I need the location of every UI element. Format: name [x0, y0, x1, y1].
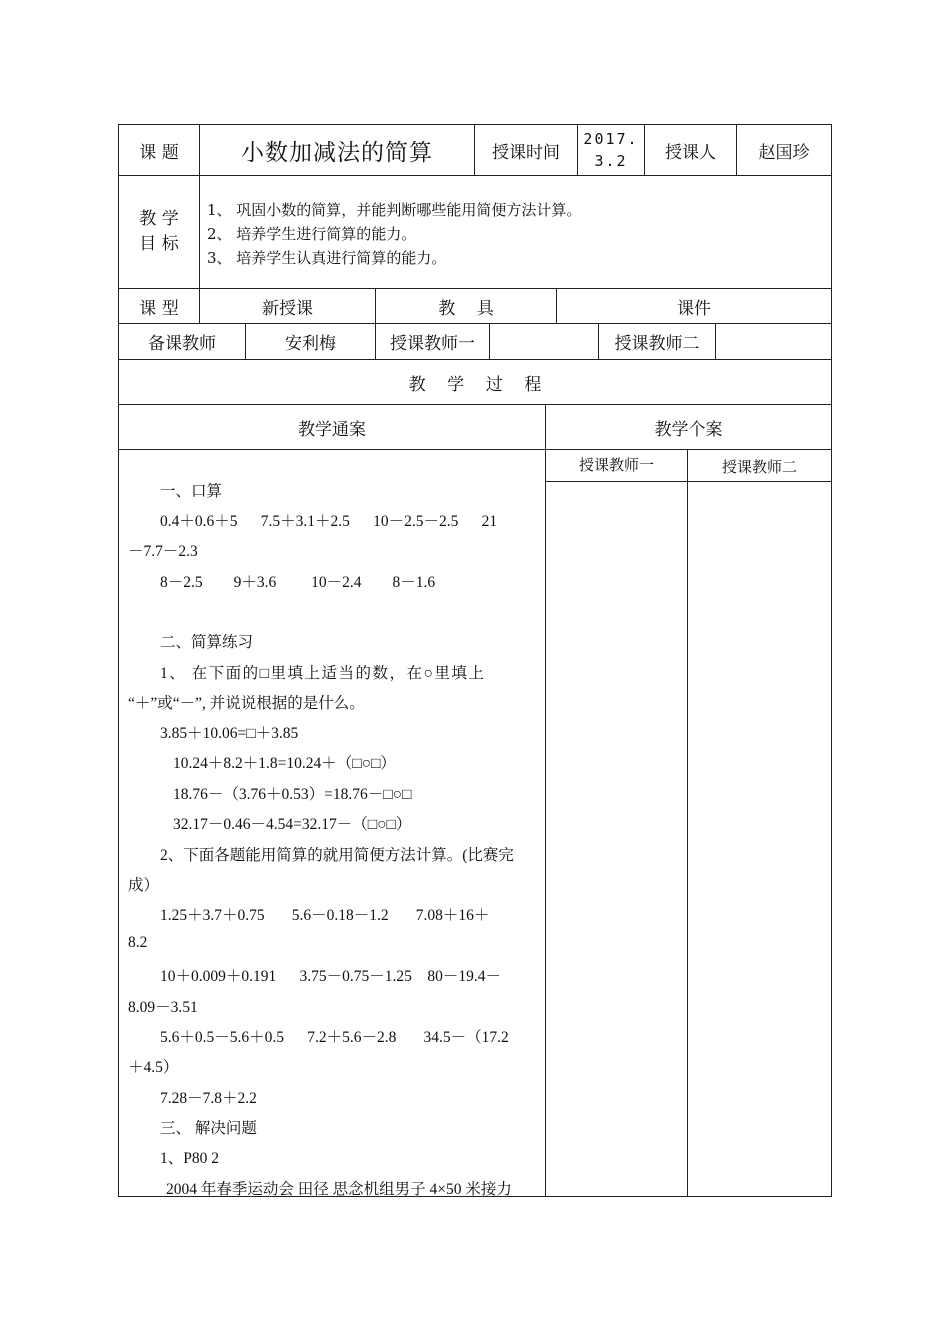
- rule-g1: [199, 175, 200, 289]
- content-line: 10＋0.009＋0.191 3.75－0.75－1.25 80－19.4－: [160, 968, 502, 985]
- teacher-name: 赵国珍: [758, 142, 810, 163]
- content-line: 5.6＋0.5－5.6＋0.5 7.2＋5.6－2.8 34.5－（17.2: [160, 1029, 509, 1046]
- prep-teacher-label: 备课教师: [148, 334, 216, 354]
- rule-after-subheaders: [545, 481, 832, 482]
- teacher2-value: [716, 324, 831, 359]
- content-line: 三、 解决问题: [160, 1120, 257, 1137]
- content-line: 32.17－0.46－4.54=32.17－（□○□）: [173, 816, 412, 833]
- type-value: 新授课: [262, 298, 313, 319]
- rule-after-header: [118, 175, 832, 176]
- content-line: ＋4.5）: [128, 1059, 179, 1076]
- tools-label: 教 具: [438, 298, 494, 319]
- content-line: 0.4＋0.6＋5 7.5＋3.1＋2.5 10－2.5－2.5 21: [160, 513, 498, 530]
- common-plan-header: 教学通案: [298, 419, 366, 440]
- sub-teacher1-header: 授课教师一: [578, 455, 654, 474]
- content-line: 8－2.5 9＋3.6 10－2.4 8－1.6: [160, 574, 436, 591]
- prep-teacher-name: 安利梅: [285, 334, 336, 354]
- content-line: 成）: [128, 877, 160, 894]
- lesson-date: [578, 125, 644, 175]
- content-line: 2004 年春季运动会 田径 思念机组男子 4×50 米接力: [166, 1181, 512, 1198]
- lesson-date-line2: 3.2: [594, 152, 628, 170]
- rule-c1: [545, 404, 546, 1197]
- topic-label: 课 题: [139, 142, 179, 163]
- rule-right: [831, 124, 832, 1197]
- sub-teacher2-header: 授课教师二: [721, 457, 797, 476]
- rule-c2: [687, 449, 688, 1197]
- teacher1-value: [490, 324, 598, 359]
- content-line: 一、口算: [160, 483, 223, 500]
- content-line: 2、下面各题能用简算的就用简便方法计算。(比赛完: [160, 847, 514, 864]
- goals-label-line2: 目 标: [139, 234, 179, 254]
- teacher2-label: 授课教师二: [614, 334, 700, 354]
- lesson-date-line1: 2017.: [583, 130, 639, 148]
- content-line: 1、P80 2: [160, 1150, 219, 1167]
- content-line: 1、 在下面的□里填上适当的数，在○里填上: [160, 665, 486, 682]
- content-line: 二、简算练习: [160, 634, 254, 651]
- content-line: 3.85＋10.06=□＋3.85: [160, 725, 299, 742]
- content-line: 7.28－7.8＋2.2: [160, 1090, 257, 1107]
- content-line: 18.76－（3.76＋0.53）=18.76－□○□: [173, 786, 412, 803]
- goals-label: [119, 176, 199, 288]
- goals-label-line1: 教 学: [139, 209, 179, 229]
- tools-value: 课件: [677, 298, 711, 319]
- time-label: 授课时间: [492, 142, 560, 163]
- content-line: 1.25＋3.7＋0.75 5.6－0.18－1.2 7.08＋16＋: [160, 907, 490, 924]
- goal-item: 2、 培养学生进行简算的能力。: [207, 225, 417, 243]
- content-line: －7.7－2.3: [128, 543, 198, 560]
- teacher-label: 授课人: [665, 142, 716, 163]
- goal-item: 1、 巩固小数的简算，并能判断哪些能用简便方法计算。: [207, 201, 582, 219]
- lesson-title: 小数加减法的简算: [241, 139, 433, 166]
- teacher1-label: 授课教师一: [390, 334, 475, 354]
- content-line: 8.09－3.51: [128, 999, 198, 1016]
- content-line: 10.24＋8.2＋1.8=10.24＋（□○□）: [173, 755, 396, 772]
- type-label: 课 型: [139, 298, 179, 319]
- goal-item: 3、 培养学生认真进行简算的能力。: [207, 249, 447, 267]
- individual-plan-header: 教学个案: [654, 419, 723, 440]
- process-title: 教 学 过 程: [408, 374, 542, 395]
- content-line: 8.2: [128, 934, 148, 951]
- content-line: “＋”或“－”, 并说说根据的是什么。: [128, 695, 365, 712]
- rule-after-columns: [118, 449, 832, 450]
